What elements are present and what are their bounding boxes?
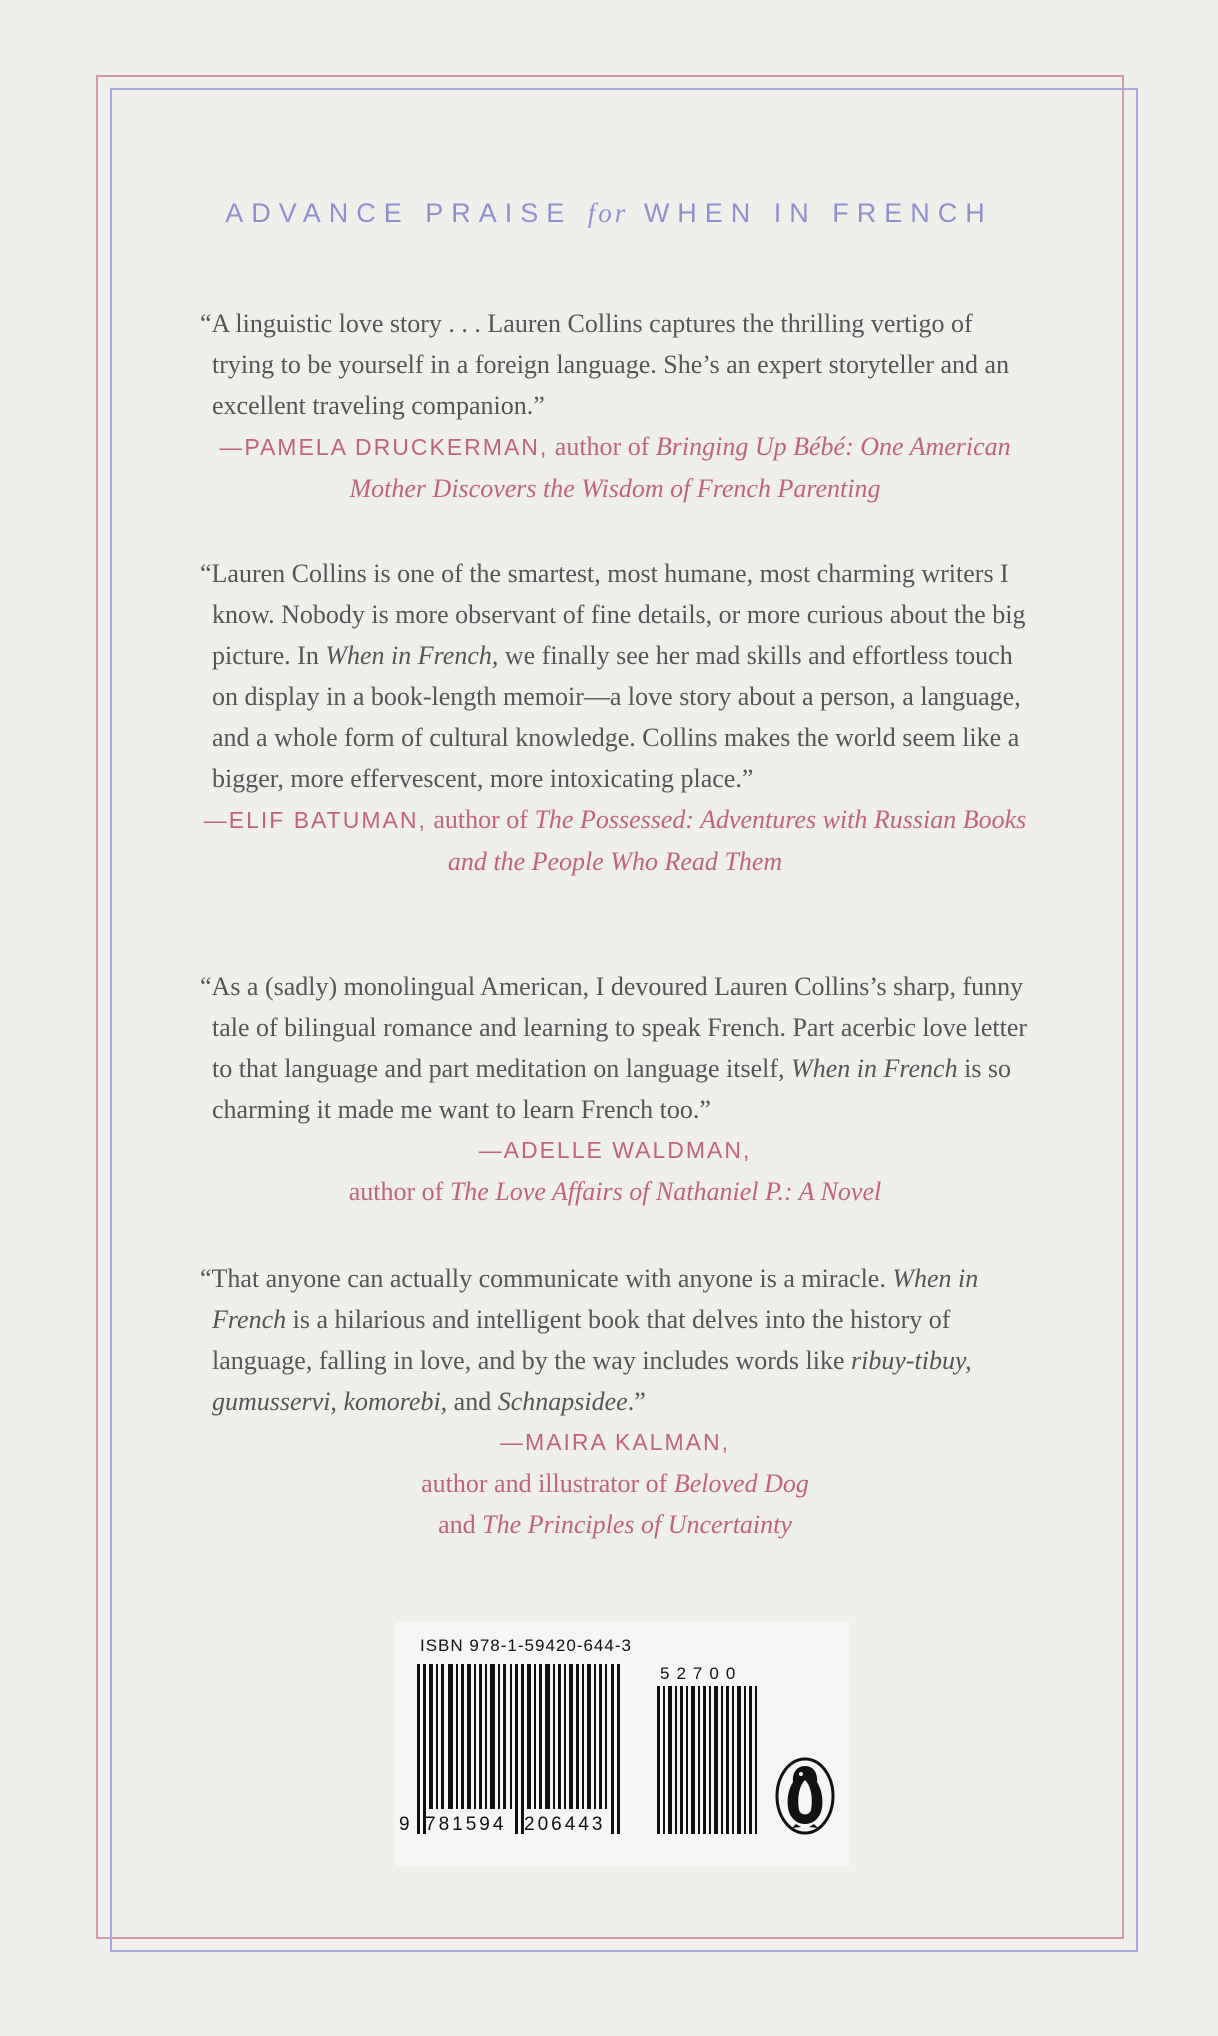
quote-text-a: “Lauren Collins is one of the smartest, most humane, most charming writers I know. Nobody is more observant of fine details, or more curious about the big picture. In [200,559,1026,670]
word-2: gumusservi, [212,1387,337,1416]
author-prefix: author and illustrator of [421,1469,668,1498]
and-text-2: and [438,1510,476,1539]
author-name: —MAIRA KALMAN, [500,1429,730,1455]
quote-text-a: “That anyone can actually communicate with anyone is a miracle. [200,1264,893,1293]
word-3: komorebi, [343,1387,448,1416]
quote-attribution [200,799,1030,882]
book-title: The Possessed: Adventures with Russian Books and the People Who Read Them [447,805,1027,876]
author-prefix: author of [433,805,528,834]
quote-italic: When in French [212,1264,979,1334]
word-1: ribuy-tibuy, [851,1346,972,1375]
penguin-logo-icon [774,1756,836,1836]
barcode-lead-digit: 9 [399,1814,413,1835]
quote-text-b: is so charming it made me want to learn French too.” [212,1054,1012,1124]
price-code: 52700 [660,1664,743,1683]
barcode-group2: 206443 [524,1814,606,1835]
quote-text-a: “As a (sadly) monolingual American, I devoured Lauren Collins’s sharp, funny tale of bilingual romance and learning to speak French. Part acerbic love letter to that language and part meditation on language itself, [200,972,1028,1083]
quote-attribution [200,1422,1030,1545]
quote-text-b: is a hilarious and intelligent book that delves into the history of language, falling in love, and by the way includes words like [212,1305,951,1375]
quote-attribution [200,1130,1030,1212]
book-title-2: The Principles of Uncertainty [482,1510,792,1539]
barcode-group1: 781594 [425,1814,507,1835]
author-name: —ELIF BATUMAN, [203,807,427,833]
quote-druckerman [200,303,1030,509]
book-title: The Love Affairs of Nathaniel P.: A Novel [449,1177,882,1206]
quote-text [200,553,1030,799]
quote-attribution [200,426,1030,509]
quote-kalman [200,1258,1030,1545]
isbn-label: ISBN 978-1-59420-644-3 [420,1636,632,1655]
price-addon-barcode [655,1686,765,1834]
book-title-1: Beloved Dog [673,1469,809,1498]
quote-batuman [200,553,1030,882]
author-name: —ADELLE WALDMAN, [478,1137,752,1163]
heading-part1: ADVANCE PRAISE [225,198,573,228]
heading-for: for [587,198,629,228]
author-prefix: author of [348,1177,444,1206]
quote-end: .” [627,1387,646,1416]
page-title [0,198,1218,229]
heading-part2: WHEN IN FRENCH [643,198,993,228]
word-4: Schnapsidee [497,1387,628,1416]
quote-text [200,1258,1030,1422]
quote-italic: When in French [791,1054,958,1083]
isbn-barcode [415,1664,635,1834]
quote-text [200,966,1030,1130]
author-prefix: author of [554,432,650,461]
quote-waldman [200,966,1030,1212]
and-text: and [453,1387,492,1416]
quote-italic: When in French, [325,641,499,670]
quote-text-b: we finally see her mad skills and effortless touch on display in a book-length memoir—a love story about a person, a language, and a whole form of cultural knowledge. Collins makes the world seem like a bigger, more effervescent, more intoxicating place.” [212,641,1021,793]
book-title: Bringing Up Bébé: One American Mother Discovers the Wisdom of French Parenting [349,432,1011,503]
quote-text: “A linguistic love story . . . Lauren Collins captures the thrilling vertigo of trying to be yourself in a foreign language. She’s an expert storyteller and an excellent traveling companion.” [200,309,1010,420]
author-name: —PAMELA DRUCKERMAN, [219,434,549,460]
